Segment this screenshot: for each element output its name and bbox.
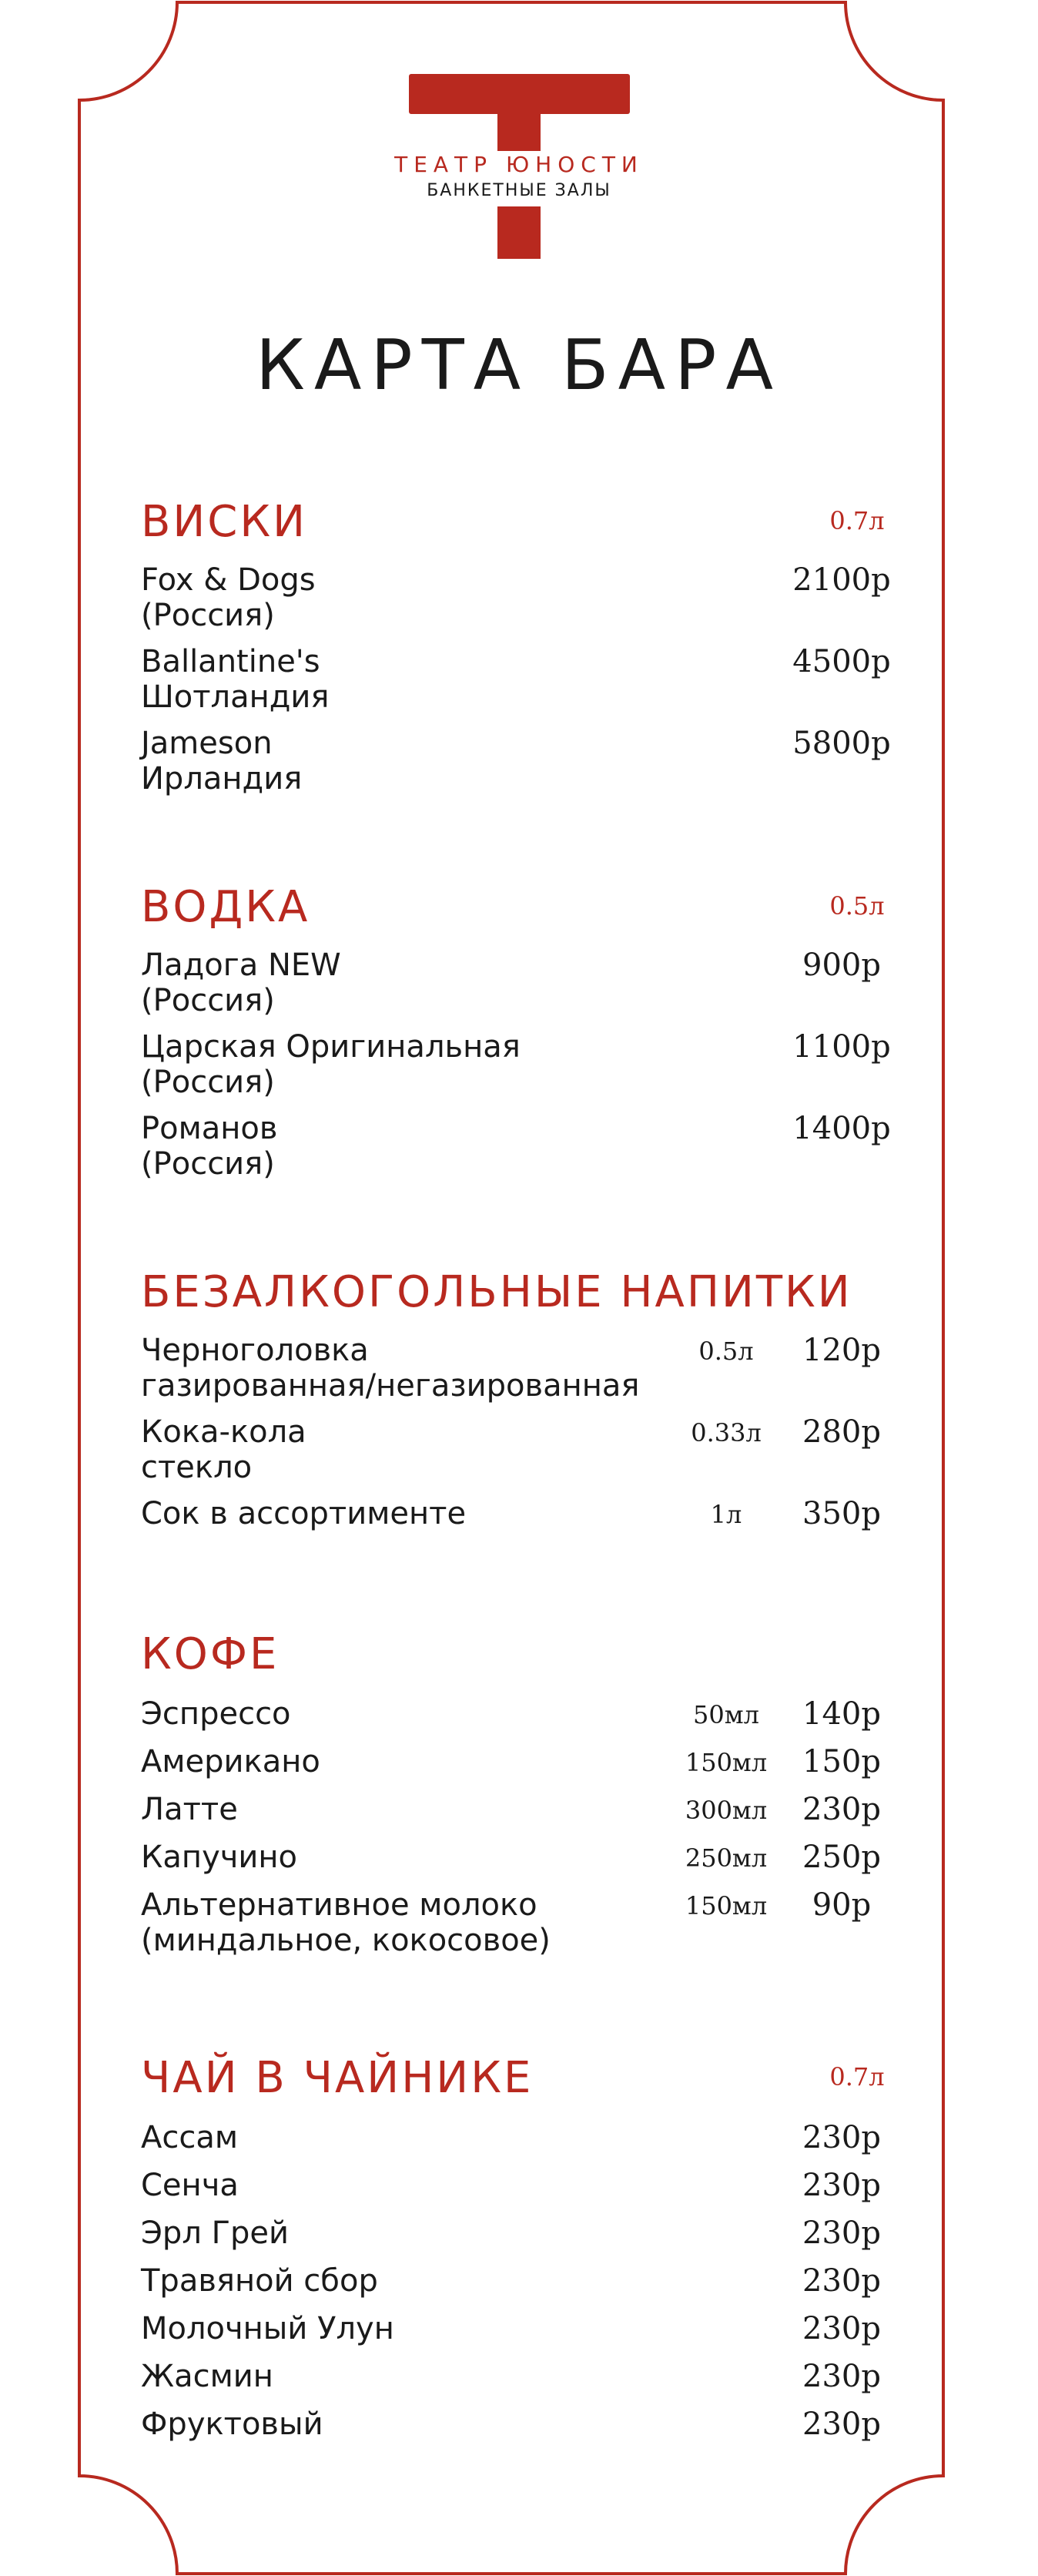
logo-t-bar: [409, 74, 630, 114]
section-title: КОФЕ: [141, 1629, 280, 1679]
item-note: (Россия): [141, 1146, 275, 1182]
menu-item: [141, 2215, 896, 2251]
item-price: 4500р: [792, 644, 891, 679]
item-price: 280р: [802, 1414, 881, 1450]
section-volume: 0.5л: [829, 891, 885, 921]
item-price: 250р: [802, 1840, 881, 1875]
menu-item: [141, 1840, 896, 1875]
item-name: Молочный Улун: [141, 2311, 394, 2346]
item-price: 230р: [802, 2359, 881, 2394]
section-volume: 0.7л: [829, 2062, 885, 2091]
item-volume: 300мл: [685, 1796, 768, 1825]
menu-item: [141, 1887, 896, 1958]
section-header: [141, 1263, 896, 1322]
item-volume: 0.33л: [691, 1418, 762, 1447]
menu-item: [141, 644, 896, 715]
item-note: (миндальное, кокосовое): [141, 1923, 551, 1958]
item-volume: 150мл: [685, 1748, 768, 1777]
menu-item: [141, 2407, 896, 2442]
item-name: Fox & Dogs: [141, 562, 316, 598]
section-title: ЧАЙ В ЧАЙНИКЕ: [141, 2053, 534, 2103]
item-name: Эспрессо: [141, 1696, 291, 1732]
item-name: Черноголовка: [141, 1333, 369, 1368]
section-header: [141, 878, 896, 937]
item-volume: 0.5л: [698, 1337, 754, 1366]
menu-item: [141, 726, 896, 797]
item-price: 230р: [802, 2168, 881, 2203]
item-price: 900р: [802, 948, 881, 983]
menu-item: [141, 2168, 896, 2203]
item-note: газированная/негазированная: [141, 1368, 640, 1404]
item-note: Шотландия: [141, 679, 330, 715]
section-header: [141, 493, 896, 552]
menu-item: [141, 1744, 896, 1779]
section-soft-drinks: [141, 1263, 896, 1531]
section-whisky: [141, 493, 896, 797]
section-title: ВОДКА: [141, 882, 310, 932]
menu-item: [141, 2120, 896, 2155]
menu-item: [141, 1496, 896, 1531]
item-price: 230р: [802, 2311, 881, 2346]
item-price: 230р: [802, 2215, 881, 2251]
item-name: Царская Оригинальная: [141, 1029, 521, 1065]
item-price: 230р: [802, 1792, 881, 1827]
item-price: 150р: [802, 1744, 881, 1779]
menu-item: [141, 1696, 896, 1732]
menu-item: [141, 1029, 896, 1100]
item-price: 5800р: [792, 726, 891, 761]
menu-item: [141, 1111, 896, 1182]
menu-item: [141, 2263, 896, 2299]
item-name: Романов: [141, 1111, 278, 1146]
item-note: (Россия): [141, 983, 275, 1018]
item-note: (Россия): [141, 1065, 275, 1100]
theatre-logo: [0, 74, 1038, 259]
item-name: Травяной сбор: [141, 2263, 378, 2299]
item-name: Фруктовый: [141, 2407, 323, 2442]
item-note: стекло: [141, 1450, 253, 1485]
section-header: [141, 2049, 896, 2108]
item-name: Латте: [141, 1792, 238, 1827]
item-price: 2100р: [792, 562, 891, 598]
item-price: 230р: [802, 2407, 881, 2442]
section-vodka: [141, 878, 896, 1182]
item-volume: 1л: [710, 1500, 742, 1529]
section-header: [141, 1625, 896, 1684]
item-price: 230р: [802, 2263, 881, 2299]
item-note: Ирландия: [141, 761, 303, 797]
item-name: Ладога NEW: [141, 948, 341, 983]
item-name: Жасмин: [141, 2359, 273, 2394]
menu-item: [141, 948, 896, 1018]
item-price: 350р: [802, 1496, 881, 1531]
item-price: 1400р: [792, 1111, 891, 1146]
section-tea: [141, 2049, 896, 2442]
item-price: 230р: [802, 2120, 881, 2155]
item-name: Капучино: [141, 1840, 297, 1875]
section-coffee: [141, 1625, 896, 1958]
menu-item: [141, 562, 896, 633]
item-name: Ассам: [141, 2120, 239, 2155]
item-note: (Россия): [141, 598, 275, 633]
logo-title: ТЕАТР ЮНОСТИ: [394, 152, 644, 177]
item-name: Сок в ассортименте: [141, 1496, 467, 1531]
page-title: КАРТА БАРА: [255, 325, 783, 406]
item-price: 1100р: [792, 1029, 891, 1065]
item-name: Альтернативное молоко: [141, 1887, 537, 1923]
menu-item: [141, 2311, 896, 2346]
item-name: Эрл Грей: [141, 2215, 289, 2251]
item-name: Ballantine's: [141, 644, 320, 679]
item-price: 90р: [812, 1887, 872, 1923]
item-name: Сенча: [141, 2168, 239, 2203]
item-volume: 50мл: [693, 1700, 759, 1729]
item-volume: 150мл: [685, 1891, 768, 1920]
item-price: 120р: [802, 1333, 881, 1368]
logo-subtitle: БАНКЕТНЫЕ ЗАЛЫ: [427, 181, 611, 200]
item-name: Кока-кола: [141, 1414, 306, 1450]
menu-item: [141, 1333, 896, 1404]
section-title: ВИСКИ: [141, 497, 308, 547]
menu-item: [141, 1792, 896, 1827]
section-title: БЕЗАЛКОГОЛЬНЫЕ НАПИТКИ: [141, 1267, 852, 1317]
menu-item: [141, 2359, 896, 2394]
section-volume: 0.7л: [829, 506, 885, 535]
item-volume: 250мл: [685, 1843, 768, 1873]
item-price: 140р: [802, 1696, 881, 1732]
menu-item: [141, 1414, 896, 1485]
item-name: Американо: [141, 1744, 320, 1779]
item-name: Jameson: [141, 726, 273, 761]
